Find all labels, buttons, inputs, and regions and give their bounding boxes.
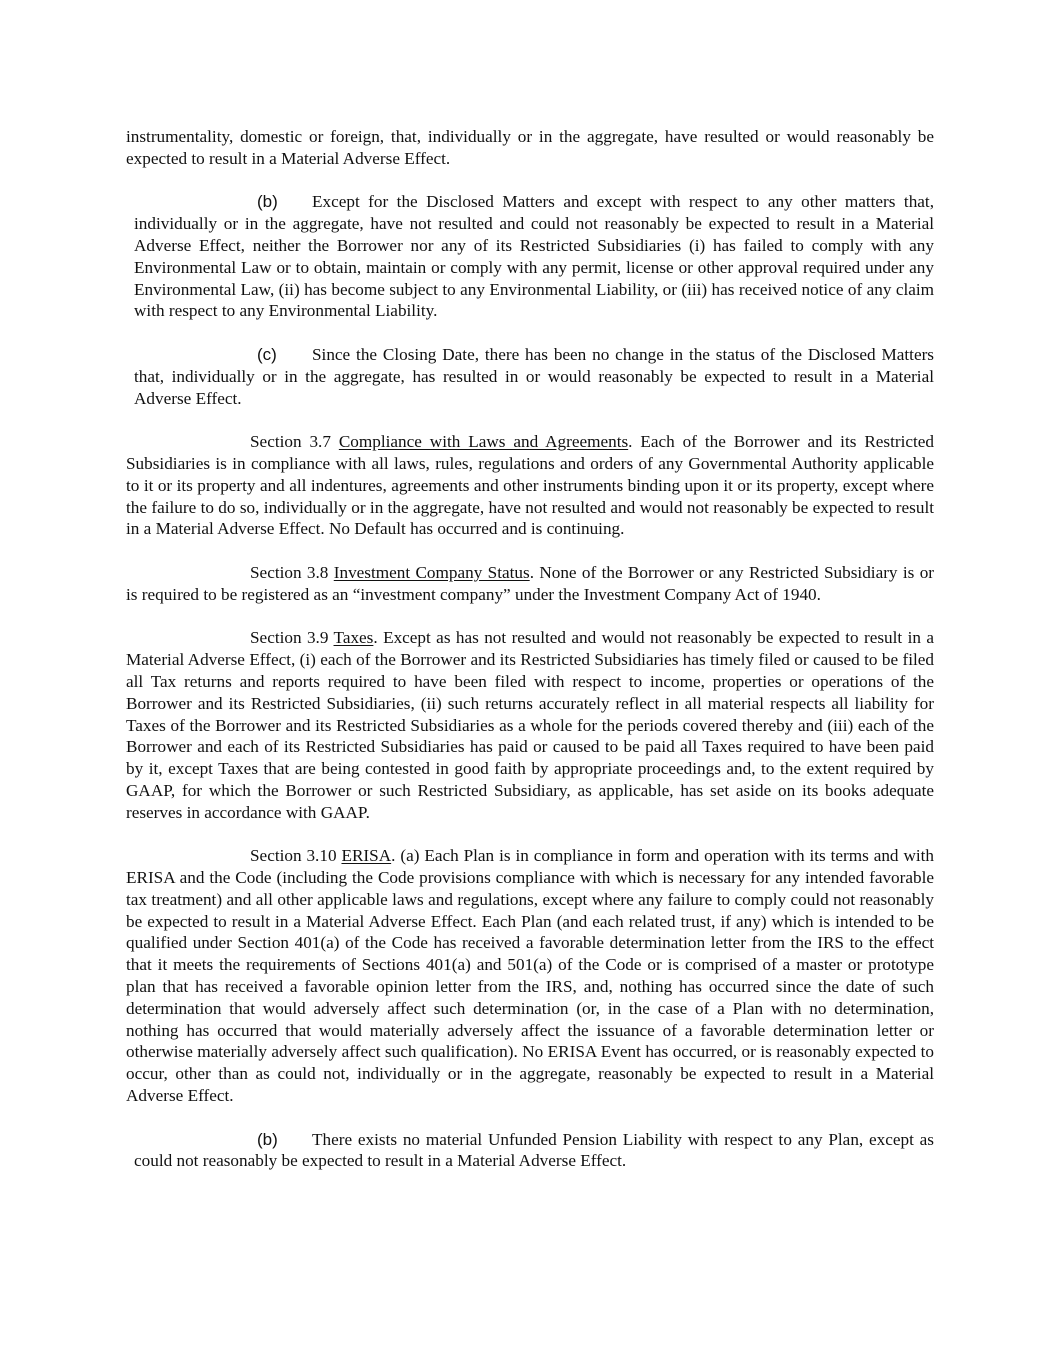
- paragraph-text: Except for the Disclosed Matters and except with respect to any other matters that, individually or in the aggregate, have not resulted and could not reasonably be expected to result in a Material Adverse Effect, neither the Borrower nor any of its Restricted Subsidiaries (i) has failed to comply with any Environmental Law or to obtain, maintain or comply with any permit, license or other approval required under any Environmental Law, (ii) has become subject to any Environmental Liability, or (iii) has received notice of any claim with respect to any Environmental Liability.: [134, 192, 934, 321]
- paragraph-b-environmental: [134, 191, 934, 322]
- section-text: . (a) Each Plan is in compliance in form and operation with its terms and with ERISA and the Code (including the Code provisions compliance with which is necessary for any intended favorable tax treatment) and all other applicable laws and regulations, except where any failure to comply could not reasonably be expected to result in a Material Adverse Effect. Each Plan (and each related trust, if any) which is intended to be qualified under Section 401(a) of the Code has received a favorable determination letter from the IRS to the effect that it meets the requirements of Sections 401(a) and 501(a) of the Code or is comprised of a master or prototype plan that has received a favorable opinion letter from the IRS, and, nothing has occurred since the date of such determination that would adversely affect such determination (or, in the case of a Plan with no determination, nothing has occurred that would materially adversely affect the issuance of a favorable determination letter or otherwise materially adversely affect such qualification). No ERISA Event has occurred, or is reasonably expected to occur, other than as could not, individually or in the aggregate, reasonably be expected to result in a Material Adverse Effect.: [126, 846, 934, 1106]
- section-title: Taxes: [333, 628, 374, 648]
- section-number: Section 3.10: [250, 846, 337, 866]
- section-3-9: [126, 627, 934, 823]
- paragraph-text: Since the Closing Date, there has been no change in the status of the Disclosed Matters that, individually or in the aggregate, has resulted in or would reasonably be expected to result in a Material Adverse Effect.: [134, 344, 934, 408]
- paragraph-text: There exists no material Unfunded Pension Liability with respect to any Plan, except as could not reasonably be expected to result in a Material Adverse Effect.: [134, 1129, 934, 1171]
- paragraph-b-pension-liability: [134, 1129, 934, 1173]
- section-title: Investment Company Status: [333, 562, 530, 582]
- paragraph-marker: (c): [257, 344, 277, 364]
- section-text: . Each of the Borrower and its Restricted Subsidiaries is in compliance with all laws, rules, regulations and orders of any Governmental Authority applicable to it or its property and all indentures, agreements and other instruments binding upon it or its property, except where the failure to do so, individually or in the aggregate, have not resulted and would not reasonably be expected to result in a Material Adverse Effect. No Default has occurred and is continuing.: [126, 432, 935, 539]
- section-number: Section 3.8: [250, 562, 329, 582]
- section-title: ERISA: [341, 846, 392, 866]
- section-title: Compliance with Laws and Agreements: [338, 432, 629, 452]
- section-3-8: [126, 562, 934, 606]
- section-3-7: [126, 431, 934, 540]
- document-page: [126, 126, 934, 1194]
- section-3-10: [126, 845, 934, 1107]
- section-number: Section 3.9: [250, 628, 329, 648]
- paragraph-c-disclosed-matters: [134, 344, 934, 409]
- paragraph-marker: (b): [257, 192, 278, 212]
- section-number: Section 3.7: [250, 432, 331, 452]
- section-text: . None of the Borrower or any Restricted Subsidiary is or is required to be registered as an “investment company” under the Investment Company Act of 1940.: [126, 562, 935, 604]
- section-text: . Except as has not resulted and would not reasonably be expected to result in a Material Adverse Effect, (i) each of the Borrower and its Restricted Subsidiaries has timely filed or caused to be filed all Tax returns and reports required to have been filed with respect to income, properties or operations of the Borrower and its Restricted Subsidiaries, (ii) such returns accurately reflect in all material respects all liability for Taxes of the Borrower and its Restricted Subsidiaries as a whole for the periods covered thereby and (iii) each of the Borrower and each of its Restricted Subsidiaries has paid or caused to be paid all Taxes required to have been paid by it, except Taxes that are being contested in good faith by appropriate proceedings and, to the extent required by GAAP, for which the Borrower or such Restricted Subsidiary, as applicable, has set aside on its books adequate reserves in accordance with GAAP.: [126, 628, 934, 822]
- paragraph-marker: (b): [257, 1129, 278, 1149]
- continuation-text: instrumentality, domestic or foreign, that, individually or in the aggregate, have resulted or would reasonably be expected to result in a Material Adverse Effect.: [126, 127, 934, 168]
- continuation-paragraph: [126, 126, 934, 170]
